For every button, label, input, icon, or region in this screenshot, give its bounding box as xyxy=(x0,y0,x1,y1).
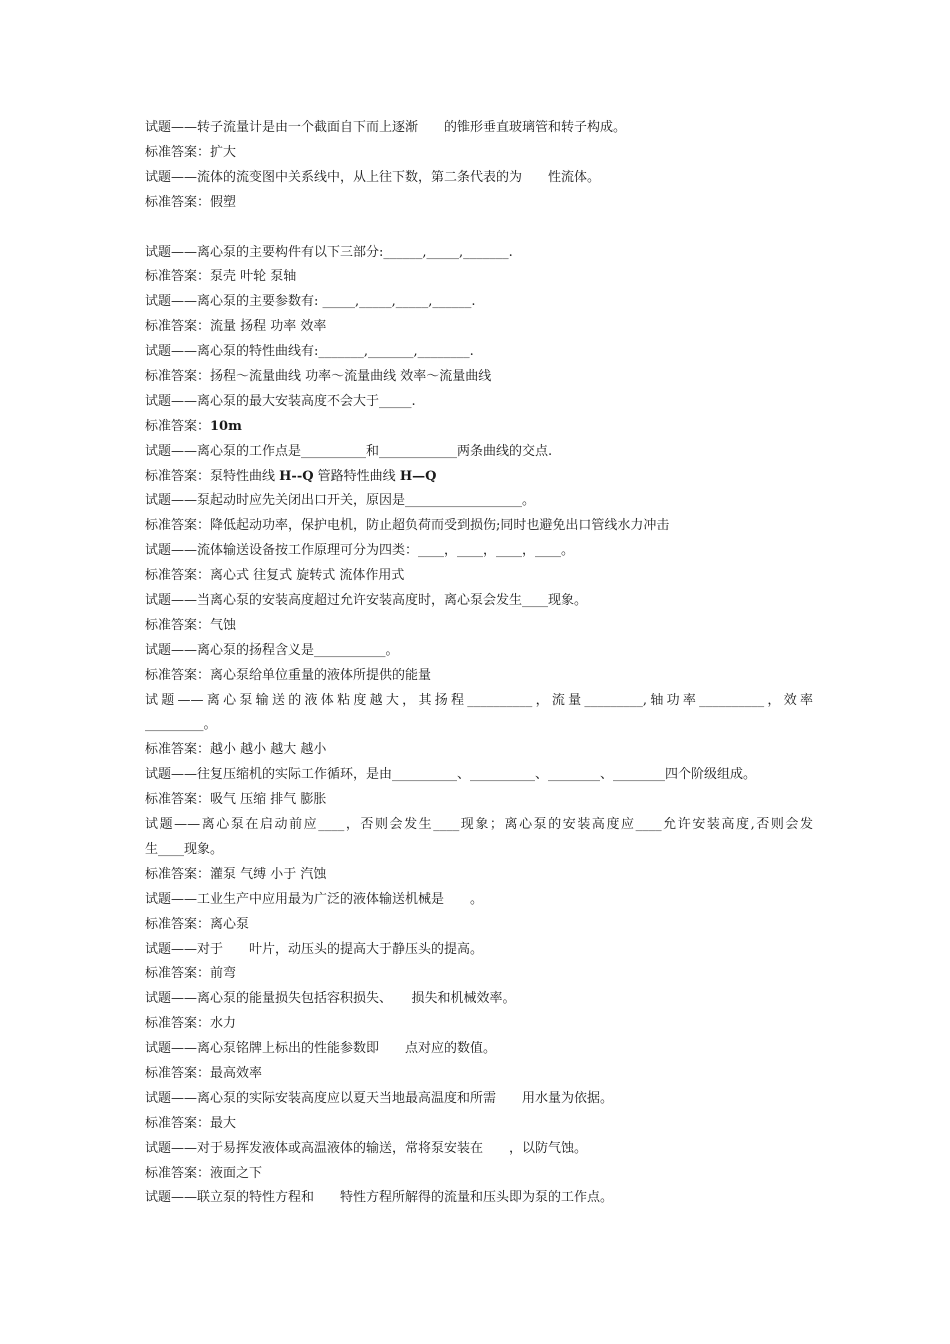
question-line: 试题——转子流量计是由一个截面自下而上逐渐 的锥形垂直玻璃管和转子构成。 xyxy=(145,120,627,135)
answer-bold-value: H—Q xyxy=(399,468,437,484)
question-line-continued: _________。 xyxy=(145,717,217,733)
document-body xyxy=(145,116,813,1211)
question-line: 试题——流体输送设备按工作原理可分为四类：____，____，____，____。 xyxy=(145,543,575,559)
answer-line: 标准答案：灌泵 气缚 小于 汽蚀 xyxy=(145,866,327,882)
question-line: 试题——流体的流变图中关系线中，从上往下数，第二条代表的为 性流体。 xyxy=(145,169,601,185)
question-line: 试题——离心泵的实际安装高度应以夏天当地最高温度和所需 用水量为依据。 xyxy=(145,1090,614,1106)
answer-line: 标准答案：吸气 压缩 排气 膨胀 xyxy=(145,792,327,808)
answer-line: 标准答案：离心泵给单位重量的液体所提供的能量 xyxy=(145,667,432,683)
answer-prefix: 标准答案：泵特性曲线 xyxy=(145,468,280,484)
question-line: 试题——对于易挥发液体或高温液体的输送，常将泵安装在 ，以防气蚀。 xyxy=(145,1140,588,1156)
answer-bold-value: H--Q xyxy=(279,468,314,484)
answer-line: 标准答案：流量 扬程 功率 效率 xyxy=(145,319,327,335)
question-line: 试题——离心泵铭牌上标出的性能参数即 点对应的数值。 xyxy=(145,1041,497,1057)
question-line: 试题——往复压缩机的实际工作循环，是由__________、__________、________、________四个阶级组成。 xyxy=(145,767,757,783)
question-line: 试题——当离心泵的安装高度超过允许安装高度时，离心泵会发生____现象。 xyxy=(145,593,588,609)
answer-line: 标准答案：泵壳 叶轮 泵轴 xyxy=(145,269,297,285)
question-line: 试题——离心泵的最大安装高度不会大于_____. xyxy=(145,393,416,409)
question-line: 试题——离心泵输送的液体粘度越大，其扬程__________，流量_________,轴功率__________，效率 xyxy=(145,692,813,708)
answer-line: 标准答案：扬程～流量曲线 功率～流量曲线 效率～流量曲线 xyxy=(145,369,492,385)
answer-line xyxy=(145,465,813,490)
answer-line: 标准答案：降低起动功率，保护电机，防止超负荷而受到损伤;同时也避免出口管线水力冲击 xyxy=(145,518,670,534)
answer-line: 标准答案：最大 xyxy=(145,1115,237,1131)
question-line: 试题——联立泵的特性方程和 特性方程所解得的流量和压头即为泵的工作点。 xyxy=(145,1190,614,1206)
answer-prefix: 标准答案： xyxy=(145,418,211,434)
answer-line: 标准答案：气蚀 xyxy=(145,617,237,633)
question-line: 试题——离心泵的特性曲线有:_______,_______,________. xyxy=(145,344,474,360)
question-line: 试题——离心泵在启动前应____，否则会发生____现象；离心泵的安装高度应____允许安装高度,否则会发 xyxy=(145,817,813,833)
question-line: 试题——离心泵的工作点是__________和____________两条曲线的交点. xyxy=(145,443,553,459)
answer-line: 标准答案：离心泵 xyxy=(145,916,250,932)
question-line: 试题——工业生产中应用最为广泛的液体输送机械是 。 xyxy=(145,891,484,907)
question-line: 试题——离心泵的主要构件有以下三部分:______,_____,_______. xyxy=(145,244,513,260)
answer-line: 标准答案：假塑 xyxy=(145,194,237,210)
question-line: 试题——离心泵的主要参数有: _____,_____,_____,______. xyxy=(145,294,476,310)
answer-line: 标准答案：扩大 xyxy=(145,144,237,160)
answer-line xyxy=(145,415,813,440)
question-line-continued: 生____现象。 xyxy=(145,841,224,857)
answer-line: 标准答案：离心式 往复式 旋转式 流体作用式 xyxy=(145,568,405,584)
blank-line xyxy=(145,216,813,241)
question-line: 试题——泵起动时应先关闭出口开关，原因是__________________。 xyxy=(145,493,536,509)
answer-line: 标准答案：前弯 xyxy=(145,966,237,982)
answer-line: 标准答案：水力 xyxy=(145,1016,237,1032)
answer-line: 标准答案：液面之下 xyxy=(145,1165,263,1181)
answer-bold-value: 10m xyxy=(210,418,242,434)
answer-line: 标准答案：越小 越小 越大 越小 xyxy=(145,742,327,758)
answer-line: 标准答案：最高效率 xyxy=(145,1065,263,1081)
question-line: 试题——对于 叶片，动压头的提高大于静压头的提高。 xyxy=(145,941,484,957)
answer-text: 管路特性曲线 xyxy=(313,468,400,484)
question-line: 试题——离心泵的扬程含义是___________。 xyxy=(145,642,399,658)
question-line: 试题——离心泵的能量损失包括容积损失、 损失和机械效率。 xyxy=(145,991,516,1007)
